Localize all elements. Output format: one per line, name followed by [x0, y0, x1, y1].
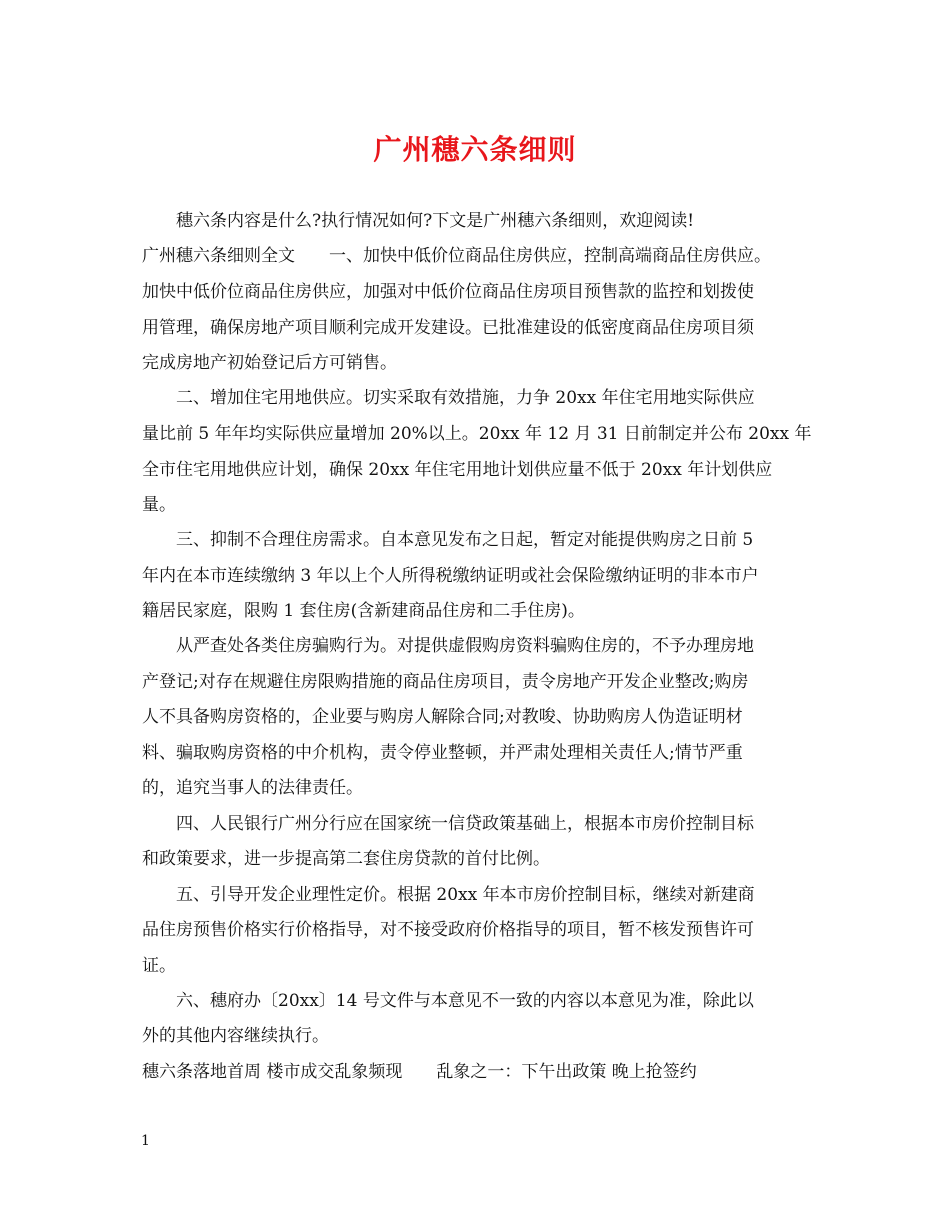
page-number: 1 — [141, 1133, 150, 1149]
news-headline: 穗六条落地首周 楼市成交乱象频现 — [142, 1062, 403, 1082]
paragraph-line: 量。 — [142, 495, 176, 515]
news-headline-line — [142, 1060, 697, 1084]
news-subheadline: 乱象之一：下午出政策 晚上抢签约 — [436, 1062, 697, 1082]
document-title: 广州穗六条细则 — [373, 133, 577, 166]
paragraph-line: 完成房地产初始登记后方可销售。 — [142, 353, 397, 373]
paragraph-line: 产登记;对存在规避住房限购措施的商品住房项目，责令房地产开发企业整改;购房 — [142, 672, 749, 692]
paragraph-line: 加快中低价位商品住房供应，加强对中低价位商品住房项目预售款的监控和划拨使 — [142, 282, 754, 302]
paragraph-line: 外的其他内容继续执行。 — [142, 1026, 329, 1046]
paragraph-line: 五、引导开发企业理性定价。根据 20xx 年本市房价控制目标，继续对新建商 — [176, 885, 755, 905]
paragraph-line: 四、人民银行广州分行应在国家统一信贷政策基础上，根据本市房价控制目标 — [176, 814, 754, 834]
paragraph-line: 一、加快中低价位商品住房供应，控制高端商品住房供应。 — [329, 246, 771, 266]
paragraph-line: 料、骗取购房资格的中介机构，责令停业整顿，并严肃处理相关责任人;情节严重 — [142, 743, 743, 763]
section-heading-line — [142, 244, 771, 268]
paragraph-line: 二、增加住宅用地供应。切实采取有效措施，力争 20xx 年住宅用地实际供应 — [176, 388, 755, 408]
paragraph-line: 年内在本市连续缴纳 3 年以上个人所得税缴纳证明或社会保险缴纳证明的非本市户 — [142, 566, 759, 586]
paragraph-line: 籍居民家庭，限购 1 套住房(含新建商品住房和二手住房)。 — [142, 601, 585, 621]
paragraph-line: 量比前 5 年年均实际供应量增加 20%以上。20xx 年 12 月 31 日前制定并公布 20xx 年 — [142, 424, 812, 444]
paragraph-line: 全市住宅用地供应计划，确保 20xx 年住宅用地计划供应量不低于 20xx 年计划供应 — [142, 460, 773, 480]
paragraph-line: 三、抑制不合理住房需求。自本意见发布之日起，暂定对能提供购房之日前 5 — [176, 530, 754, 550]
paragraph-line: 用管理，确保房地产项目顺利完成开发建设。已批准建设的低密度商品住房项目须 — [142, 318, 754, 338]
intro-paragraph: 穗六条内容是什么?执行情况如何?下文是广州穗六条细则，欢迎阅读! — [176, 211, 695, 231]
section-heading: 广州穗六条细则全文 — [142, 246, 295, 266]
paragraph-line: 证。 — [142, 956, 176, 976]
paragraph-line: 和政策要求，进一步提高第二套住房贷款的首付比例。 — [142, 849, 550, 869]
paragraph-line: 六、穗府办〔20xx〕14 号文件与本意见不一致的内容以本意见为准，除此以 — [176, 991, 754, 1011]
paragraph-line: 人不具备购房资格的，企业要与购房人解除合同;对教唆、协助购房人伪造证明材 — [142, 707, 743, 727]
paragraph-line: 从严查处各类住房骗购行为。对提供虚假购房资料骗购住房的，不予办理房地 — [176, 636, 754, 656]
paragraph-line: 品住房预售价格实行价格指导，对不接受政府价格指导的项目，暂不核发预售许可 — [142, 920, 754, 940]
paragraph-line: 的，追究当事人的法律责任。 — [142, 778, 363, 798]
